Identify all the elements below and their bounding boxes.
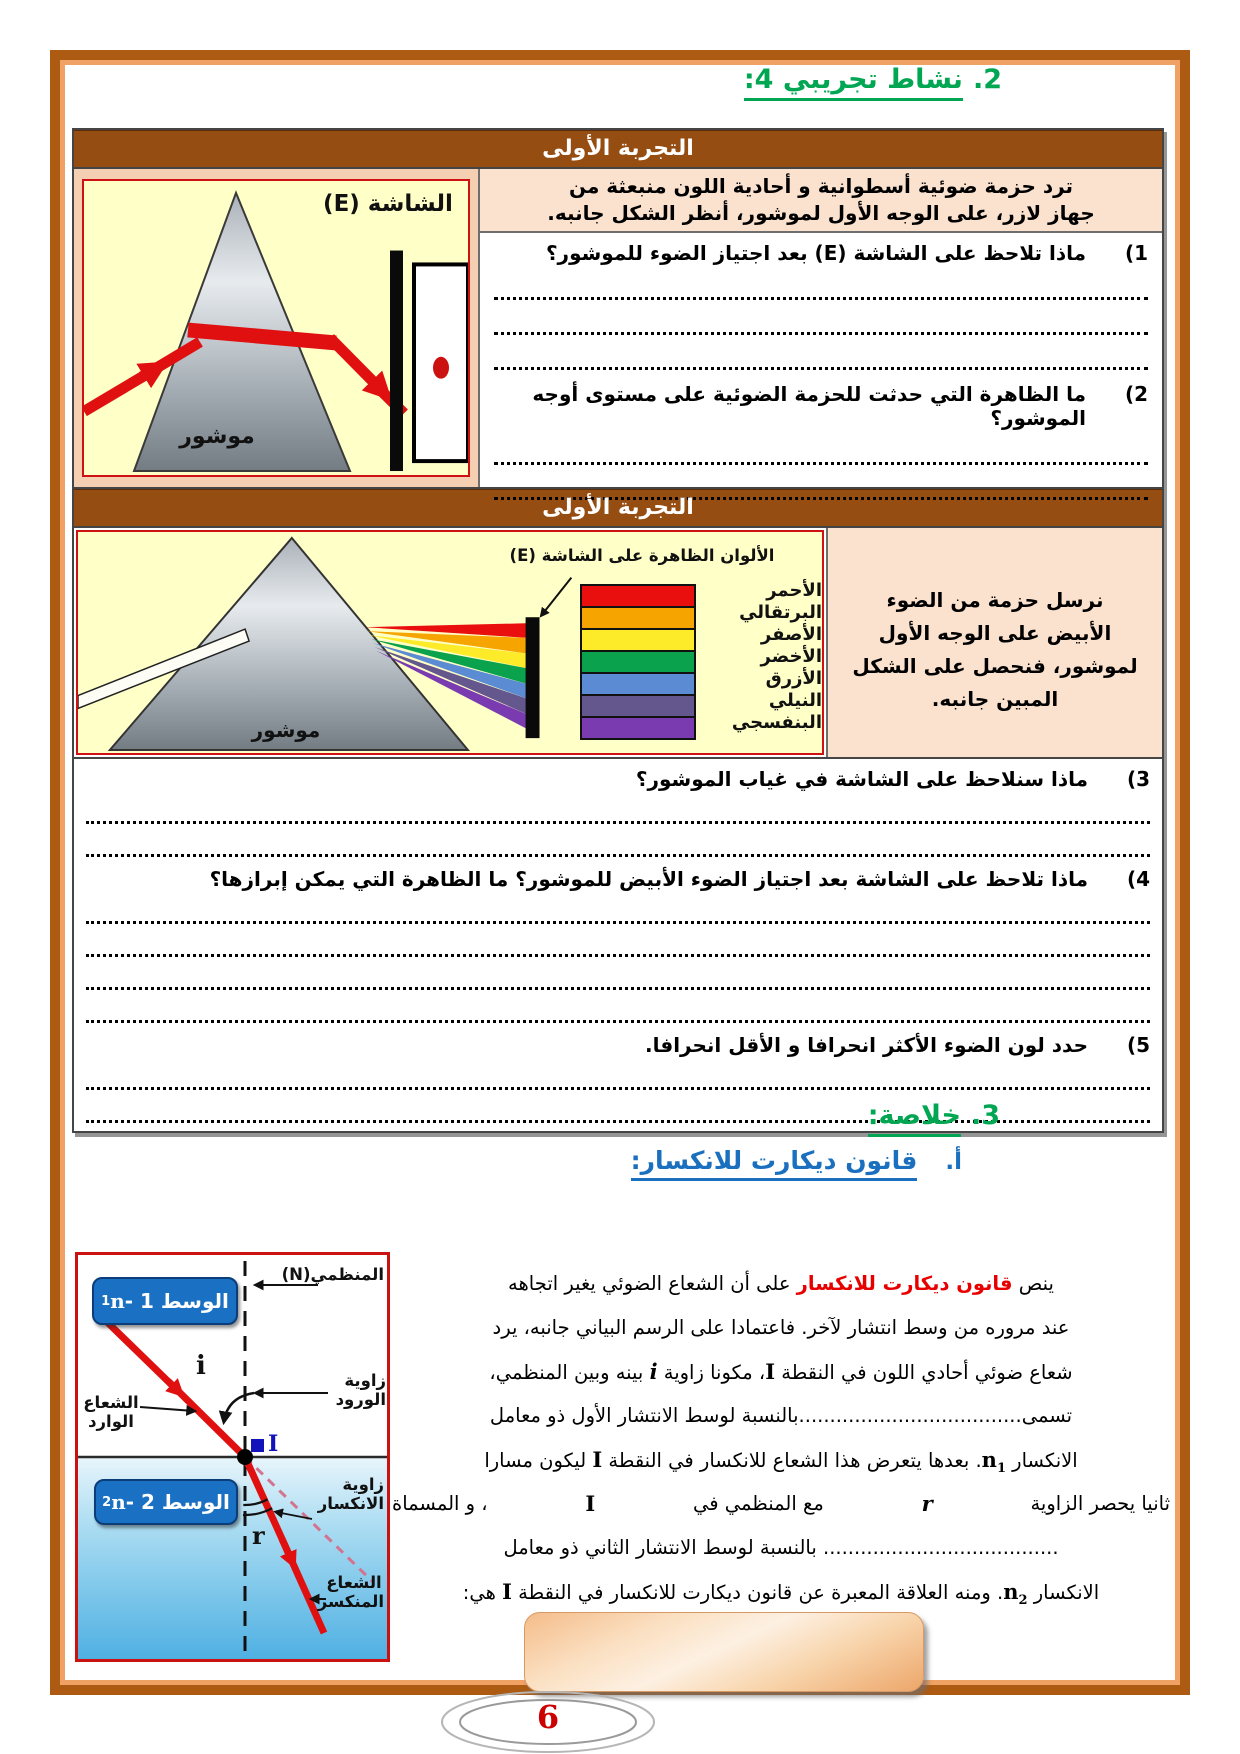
answer-blank-line [494,265,1148,300]
incident-ray-label: الشعاع الوارد [83,1393,139,1431]
refraction-angle-label: زاوية الانكسار [317,1475,384,1513]
spectrum-color-names [698,580,822,734]
question-3-number: 3) [1126,767,1150,791]
medium2-badge: الوسط 2 - n 2 [94,1479,238,1525]
descartes-law-paragraph [392,1262,1170,1614]
page-number: 6 [536,1698,560,1736]
question-4-number: 4) [1126,867,1150,891]
section-number: 2. [972,64,1002,95]
refraction-diagram [75,1252,390,1662]
question-1-number: 1) [1124,241,1148,265]
swatch-blue [582,674,694,696]
angle-r-symbol: r [252,1521,265,1550]
section-title-activity [744,64,1002,95]
experiment2-figure-cell [74,528,826,757]
swatch-indigo [582,696,694,718]
paragraph-line: ينص قانون ديكارت للانكسار على أن الشعاع الضوئي يغير اتجاهه [508,1272,1054,1295]
subsection-descartes-law [631,1146,962,1175]
experiment1-body [74,169,1162,489]
section-title-text: نشاط تجريبي 4: [744,64,963,101]
experiment1-questions [480,233,1162,500]
question-4 [86,867,1150,891]
color-name: البرتقالي [739,602,822,623]
spectrum-swatches [580,584,696,740]
color-name: الأزرق [765,668,822,689]
prism-label: موشور [251,718,321,742]
paragraph-line: ثانيا يحصر الزاوية r مع المنظمي في I ، و المسماة [392,1491,1170,1516]
color-name: الأحمر [766,580,822,601]
paragraph-line: الانكسار $n_2$. ومنه العلاقة المعبرة عن قانون ديكارت للانكسار في النقطة I هي: [462,1579,1100,1608]
screen-edge-bar [390,251,403,472]
swatch-orange [582,608,694,630]
paragraph-line: ...................................... بالنسبة لوسط الانتشار الثاني ذو معامل [503,1536,1059,1559]
color-name: النيلي [768,690,822,711]
experiment1-text-column [478,169,1162,487]
subsection-title-text: قانون ديكارت للانكسار: [631,1146,918,1181]
color-name: الأصفر [760,624,822,645]
point-marker-square [251,1439,264,1452]
paragraph-line: شعاع ضوئي أحادي اللون في النقطة I، مكونا زاوية i بينه وبين المنظمي، [489,1359,1073,1384]
experiment2-body [74,528,1162,759]
experiment1-header: التجربة الأولى [74,130,1162,169]
experiment2-figure [76,530,824,755]
experiment1-description: ترد حزمة ضوئية أسطوانية و أحادية اللون منبعثة من جهاز لازر، على الوجه الأول لموشور، أنظر الشكل جانبه. [480,169,1162,233]
section-title-text: خلاصة: [868,1100,961,1137]
incidence-angle-label: زاوية الورود [335,1371,386,1409]
answer-blank-line [86,791,1150,824]
medium1-badge: الوسط 1 - n 1 [92,1277,238,1325]
swatch-yellow [582,630,694,652]
question-5 [86,1033,1150,1057]
screen-edge-bar [526,617,540,738]
paragraph-line: عند مروره من وسط انتشار لآخر. فاعتمادا على الرسم البياني جانبه، يرد [492,1316,1070,1339]
refracted-ray-label: الشعاع المنكسر [317,1573,384,1611]
answer-blank-line [494,335,1148,370]
answer-blank-line [86,824,1150,857]
swatch-red [582,586,694,608]
experiment2-header: التجربة الأولى [74,489,1162,528]
answer-blank-line [86,957,1150,990]
question-1 [494,241,1148,265]
page-number-area [436,1690,660,1754]
answer-blank-line [494,430,1148,465]
experiment1-figure [82,179,470,477]
answer-blank-line [494,300,1148,335]
question-2 [494,382,1148,430]
question-2-text: ما الظاهرة التي حدثت للحزمة الضوئية على مستوى أوجه الموشور؟ [532,382,1086,430]
activity-table [72,128,1164,1133]
spectrum-colors-label: الألوان الظاهرة على الشاشة (E) [509,546,775,565]
subsection-letter: أ. [945,1149,962,1175]
incidence-point [237,1449,253,1465]
experiment1-figure-cell [74,169,478,487]
question-3 [86,767,1150,791]
answer-blank-line [86,891,1150,924]
answer-blank-line [86,1057,1150,1090]
point-I-symbol: I [268,1431,279,1457]
experiment2-questions [74,759,1162,1131]
question-3-text: ماذا سنلاحظ على الشاشة في غياب الموشور؟ [635,767,1088,791]
experiment2-description: نرسل حزمة من الضوء الأبيض على الوجه الأول لموشور، فنحصل على الشكل المبين جانبه. [826,528,1162,757]
swatch-violet [582,718,694,738]
question-1-text: ماذا تلاحظ على الشاشة (E) بعد اجتياز الضوء للموشور؟ [545,241,1086,265]
question-5-text: حدد لون الضوء الأكثر انحرافا و الأقل انحرافا. [645,1033,1088,1057]
descartes-formula-box [524,1612,924,1692]
question-4-text: ماذا تلاحظ على الشاشة بعد اجتياز الضوء الأبيض للموشور؟ ما الظاهرة التي يمكن إبرازها؟ [209,867,1088,891]
normal-label: المنظمي(N) [281,1265,384,1284]
section-number: 3. [970,1100,1000,1131]
question-2-number: 2) [1124,382,1148,406]
laser-spot [433,357,449,379]
screen-label: الشاشة (E) [323,191,453,217]
question-5-number: 5) [1126,1033,1150,1057]
swatch-green [582,652,694,674]
color-name: البنفسجي [731,712,822,733]
answer-blank-line [86,924,1150,957]
answer-blank-line [86,990,1150,1023]
label-arrow [542,578,572,616]
paragraph-line: تسمى....................................بالنسبة لوسط الانتشار الأول ذو معامل [489,1404,1073,1427]
color-name: الأخضر [760,646,822,667]
angle-i-symbol: i [196,1351,206,1381]
paragraph-line: الانكسار $n_1$. بعدها يتعرض هذا الشعاع للانكسار في النقطة I ليكون مسارا [484,1447,1078,1476]
prism-label: موشور [179,424,255,449]
section-title-summary [868,1100,1000,1131]
